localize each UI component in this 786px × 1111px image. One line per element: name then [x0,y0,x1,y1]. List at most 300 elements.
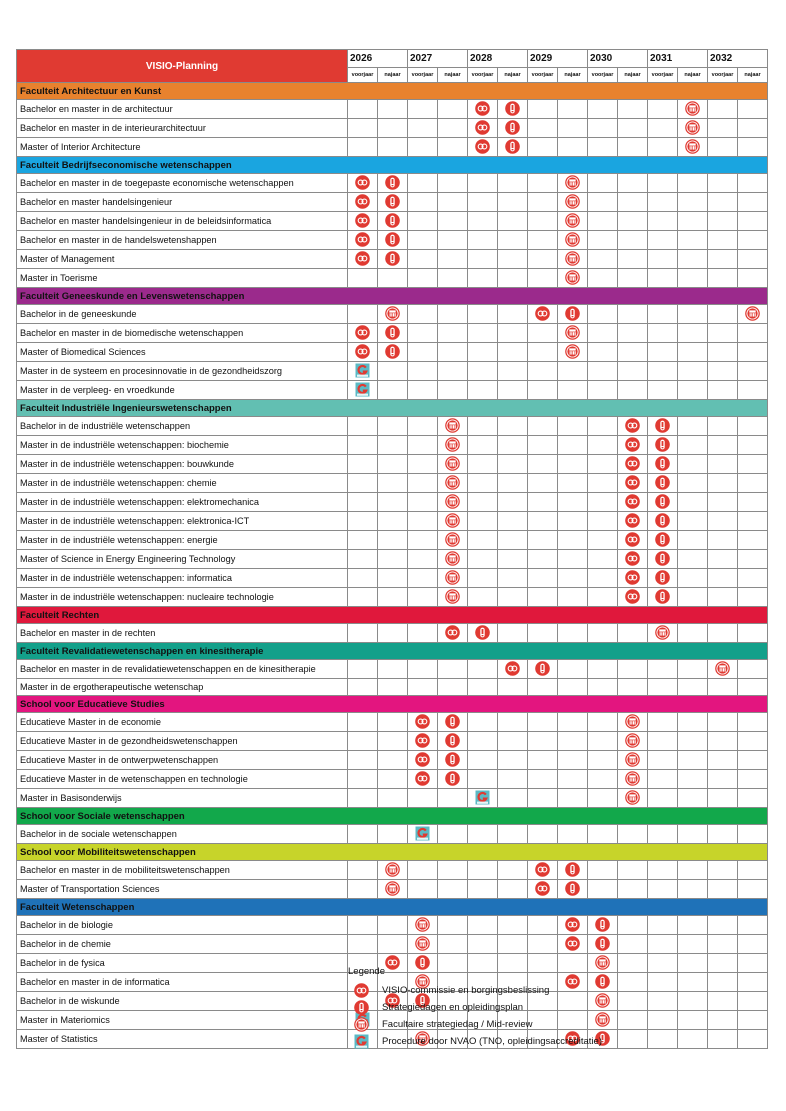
schedule-cell [498,138,528,157]
schedule-cell [468,324,498,343]
schedule-cell [468,174,498,193]
schedule-cell [378,713,408,732]
schedule-cell [348,193,378,212]
schedule-cell [648,493,678,512]
schedule-cell [618,789,648,808]
schedule-cell [618,861,648,880]
schedule-cell [468,212,498,231]
schedule-cell [648,1011,678,1030]
schedule-cell [498,512,528,531]
schedule-cell [408,231,438,250]
program-name: Bachelor en master in de interieurarchitectuur [17,119,348,138]
faculty-strategy-day-icon [745,306,760,321]
schedule-cell [438,935,468,954]
program-name: Master in de industriële wetenschappen: bouwkunde [17,455,348,474]
schedule-cell [618,455,648,474]
faculty-strategy-day-icon [685,120,700,135]
legend-item [348,999,602,1016]
table-row [17,305,768,324]
schedule-cell [408,825,438,844]
schedule-cell [348,789,378,808]
visio-commission-icon [415,733,430,748]
strategy-days-icon [655,589,670,604]
program-name: Master in Materiomics [17,1011,348,1030]
program-name: Bachelor in de industriële wetenschappen [17,417,348,436]
schedule-cell [738,417,768,436]
schedule-cell [738,119,768,138]
schedule-cell [648,305,678,324]
program-name: Master in de industriële wetenschappen: informatica [17,569,348,588]
table-row [17,624,768,643]
schedule-cell [438,193,468,212]
schedule-cell [678,193,708,212]
schedule-cell [618,193,648,212]
schedule-cell [648,973,678,992]
schedule-cell [558,324,588,343]
schedule-cell [438,343,468,362]
faculty-strategy-day-icon [715,661,730,676]
schedule-cell [678,212,708,231]
schedule-cell [348,417,378,436]
schedule-cell [438,624,468,643]
schedule-cell [708,174,738,193]
schedule-cell [678,916,708,935]
schedule-cell [588,713,618,732]
schedule-cell [678,305,708,324]
schedule-cell [348,174,378,193]
schedule-cell [558,119,588,138]
faculty-section-row [17,400,768,417]
schedule-cell [708,732,738,751]
schedule-cell [348,713,378,732]
schedule-cell [678,1011,708,1030]
schedule-cell [408,305,438,324]
table-row [17,880,768,899]
schedule-cell [708,973,738,992]
visio-commission-icon [475,139,490,154]
schedule-cell [678,531,708,550]
schedule-cell [738,679,768,696]
schedule-cell [408,250,438,269]
table-row [17,679,768,696]
schedule-cell [678,343,708,362]
schedule-cell [738,973,768,992]
faculty-strategy-day-icon [445,551,460,566]
schedule-cell [408,861,438,880]
schedule-cell [648,770,678,789]
program-name: Master of Transportation Sciences [17,880,348,899]
schedule-cell [528,679,558,696]
schedule-cell [708,305,738,324]
schedule-cell [408,550,438,569]
schedule-cell [588,324,618,343]
schedule-cell [348,305,378,324]
schedule-cell [618,100,648,119]
table-row [17,269,768,288]
program-name: Bachelor en master in de handelswetenshappen [17,231,348,250]
schedule-cell [348,100,378,119]
schedule-cell [558,770,588,789]
schedule-cell [618,935,648,954]
schedule-cell [618,512,648,531]
schedule-cell [618,250,648,269]
schedule-cell [738,212,768,231]
faculty-strategy-day-icon [385,862,400,877]
schedule-cell [588,770,618,789]
schedule-cell [648,713,678,732]
schedule-cell [438,679,468,696]
schedule-cell [498,624,528,643]
schedule-cell [438,269,468,288]
schedule-cell [678,624,708,643]
schedule-cell [708,531,738,550]
faculty-strategy-day-icon [565,232,580,247]
schedule-cell [648,231,678,250]
season-header: voorjaar [648,68,678,83]
season-header: najaar [378,68,408,83]
schedule-cell [558,588,588,607]
faculty-heading: Faculteit Wetenschappen [17,899,768,916]
schedule-cell [408,624,438,643]
schedule-cell [648,992,678,1011]
schedule-cell [558,751,588,770]
schedule-cell [378,212,408,231]
schedule-cell [468,916,498,935]
season-header: najaar [678,68,708,83]
schedule-cell [738,992,768,1011]
schedule-cell [438,100,468,119]
schedule-cell [438,493,468,512]
schedule-cell [558,305,588,324]
schedule-cell [528,231,558,250]
table-row [17,343,768,362]
strategy-days-icon [655,437,670,452]
schedule-cell [738,305,768,324]
schedule-cell [348,825,378,844]
schedule-cell [438,212,468,231]
schedule-cell [708,770,738,789]
program-name: Bachelor in de sociale wetenschappen [17,825,348,844]
visio-commission-icon [535,862,550,877]
schedule-cell [498,789,528,808]
faculty-strategy-day-icon [685,139,700,154]
schedule-cell [498,493,528,512]
schedule-cell [438,569,468,588]
schedule-cell [588,569,618,588]
faculty-heading: Faculteit Rechten [17,607,768,624]
visio-commission-icon [355,232,370,247]
schedule-cell [558,789,588,808]
schedule-cell [378,343,408,362]
strategy-days-icon [565,881,580,896]
schedule-cell [678,679,708,696]
schedule-cell [438,362,468,381]
table-row [17,935,768,954]
schedule-cell [498,713,528,732]
visio-commission-icon [535,306,550,321]
schedule-cell [528,825,558,844]
schedule-cell [708,455,738,474]
schedule-cell [678,935,708,954]
schedule-cell [438,770,468,789]
schedule-cell [588,455,618,474]
schedule-cell [648,362,678,381]
schedule-cell [438,531,468,550]
schedule-cell [708,789,738,808]
table-row [17,455,768,474]
schedule-cell [378,269,408,288]
schedule-cell [408,512,438,531]
table-row [17,436,768,455]
schedule-cell [528,713,558,732]
faculty-strategy-day-icon [445,456,460,471]
planning-table [16,49,768,1049]
table-row [17,474,768,493]
schedule-cell [378,381,408,400]
schedule-cell [528,916,558,935]
program-name: Bachelor in de fysica [17,954,348,973]
faculty-strategy-day-icon [445,418,460,433]
schedule-cell [618,679,648,696]
schedule-cell [558,493,588,512]
schedule-cell [648,193,678,212]
schedule-cell [498,100,528,119]
schedule-cell [708,138,738,157]
season-header: voorjaar [348,68,378,83]
schedule-cell [528,550,558,569]
schedule-cell [378,935,408,954]
schedule-cell [498,916,528,935]
table-row [17,588,768,607]
schedule-cell [468,269,498,288]
strategy-days-icon [385,175,400,190]
schedule-cell [438,119,468,138]
schedule-cell [468,825,498,844]
schedule-cell [348,231,378,250]
faculty-strategy-day-icon [445,589,460,604]
faculty-heading: Faculteit Revalidatiewetenschappen en kinesitherapie [17,643,768,660]
faculty-strategy-day-icon [415,917,430,932]
schedule-cell [468,436,498,455]
schedule-cell [678,1030,708,1049]
strategy-days-icon [445,771,460,786]
schedule-cell [558,381,588,400]
schedule-cell [498,250,528,269]
schedule-cell [588,474,618,493]
schedule-cell [408,789,438,808]
schedule-cell [678,973,708,992]
schedule-cell [678,770,708,789]
schedule-cell [408,417,438,436]
schedule-cell [588,789,618,808]
nvao-procedure-icon [415,826,430,841]
schedule-cell [498,269,528,288]
strategy-days-icon [445,752,460,767]
schedule-cell [738,732,768,751]
strategy-days-icon [475,625,490,640]
schedule-cell [678,493,708,512]
schedule-cell [738,250,768,269]
schedule-cell [348,212,378,231]
schedule-cell [648,119,678,138]
schedule-cell [468,751,498,770]
schedule-cell [528,660,558,679]
visio-commission-icon [505,661,520,676]
schedule-cell [498,193,528,212]
legend-item [348,1033,602,1050]
faculty-section-row [17,643,768,660]
schedule-cell [528,880,558,899]
schedule-cell [468,138,498,157]
schedule-cell [738,381,768,400]
visio-commission-icon [625,513,640,528]
schedule-cell [738,789,768,808]
schedule-cell [558,455,588,474]
schedule-cell [618,362,648,381]
program-name: Master of Biomedical Sciences [17,343,348,362]
visio-commission-icon [355,251,370,266]
schedule-cell [348,381,378,400]
schedule-cell [348,474,378,493]
program-name: Educatieve Master in de economie [17,713,348,732]
schedule-cell [348,751,378,770]
schedule-cell [708,512,738,531]
schedule-cell [408,770,438,789]
faculty-section-row [17,844,768,861]
schedule-cell [378,436,408,455]
visio-commission-icon [625,418,640,433]
schedule-cell [648,588,678,607]
schedule-cell [708,861,738,880]
schedule-cell [708,343,738,362]
schedule-cell [438,512,468,531]
schedule-cell [528,119,558,138]
year-header: 2032 [708,50,768,68]
schedule-cell [648,624,678,643]
schedule-cell [588,362,618,381]
visio-commission-icon [475,120,490,135]
faculty-strategy-day-icon [385,306,400,321]
schedule-cell [528,493,558,512]
schedule-cell [678,119,708,138]
schedule-cell [588,916,618,935]
nvao-procedure-icon [475,790,490,805]
schedule-cell [528,588,558,607]
schedule-cell [468,250,498,269]
schedule-cell [678,789,708,808]
schedule-cell [618,588,648,607]
schedule-cell [498,880,528,899]
schedule-cell [738,362,768,381]
schedule-cell [708,624,738,643]
visio-commission-icon [625,437,640,452]
schedule-cell [618,269,648,288]
schedule-cell [468,231,498,250]
faculty-strategy-day-icon [625,771,640,786]
program-name: Master in de industriële wetenschappen: chemie [17,474,348,493]
schedule-cell [378,732,408,751]
schedule-cell [468,679,498,696]
schedule-cell [468,305,498,324]
table-row [17,550,768,569]
schedule-cell [408,436,438,455]
schedule-cell [528,362,558,381]
schedule-cell [348,550,378,569]
schedule-cell [618,119,648,138]
schedule-cell [648,212,678,231]
visio-commission-icon [355,175,370,190]
schedule-cell [378,455,408,474]
schedule-cell [528,935,558,954]
schedule-cell [558,193,588,212]
faculty-strategy-day-icon [445,437,460,452]
schedule-cell [408,343,438,362]
schedule-cell [708,751,738,770]
schedule-cell [588,493,618,512]
schedule-cell [708,679,738,696]
schedule-cell [528,250,558,269]
schedule-cell [738,324,768,343]
table-row [17,512,768,531]
schedule-cell [558,713,588,732]
strategy-days-icon [385,325,400,340]
schedule-cell [648,381,678,400]
schedule-cell [708,992,738,1011]
visio-commission-icon [535,881,550,896]
schedule-cell [588,138,618,157]
schedule-cell [408,588,438,607]
schedule-cell [378,825,408,844]
schedule-cell [588,588,618,607]
legend-label: Procedure door NVAO (TNO, opleidingsaccreditatie) [382,1036,603,1047]
table-row [17,212,768,231]
schedule-cell [648,825,678,844]
schedule-cell [558,362,588,381]
schedule-cell [468,732,498,751]
schedule-cell [408,679,438,696]
schedule-cell [408,138,438,157]
schedule-cell [528,770,558,789]
schedule-cell [708,1030,738,1049]
program-name: Master in de systeem en procesinnovatie in de gezondheidszorg [17,362,348,381]
program-name: Master of Management [17,250,348,269]
schedule-cell [378,174,408,193]
schedule-cell [648,880,678,899]
schedule-cell [558,436,588,455]
schedule-cell [498,770,528,789]
schedule-cell [708,493,738,512]
schedule-cell [648,732,678,751]
schedule-cell [738,588,768,607]
schedule-cell [738,713,768,732]
schedule-cell [678,954,708,973]
schedule-cell [378,512,408,531]
schedule-cell [738,861,768,880]
schedule-cell [498,417,528,436]
program-name: Educatieve Master in de gezondheidswetenschappen [17,732,348,751]
faculty-heading: School voor Mobiliteitswetenschappen [17,844,768,861]
table-row [17,138,768,157]
schedule-cell [738,624,768,643]
schedule-cell [378,100,408,119]
schedule-cell [498,212,528,231]
schedule-cell [558,880,588,899]
program-name: Master of Interior Architecture [17,138,348,157]
schedule-cell [738,531,768,550]
schedule-cell [468,770,498,789]
schedule-cell [618,493,648,512]
schedule-cell [738,269,768,288]
